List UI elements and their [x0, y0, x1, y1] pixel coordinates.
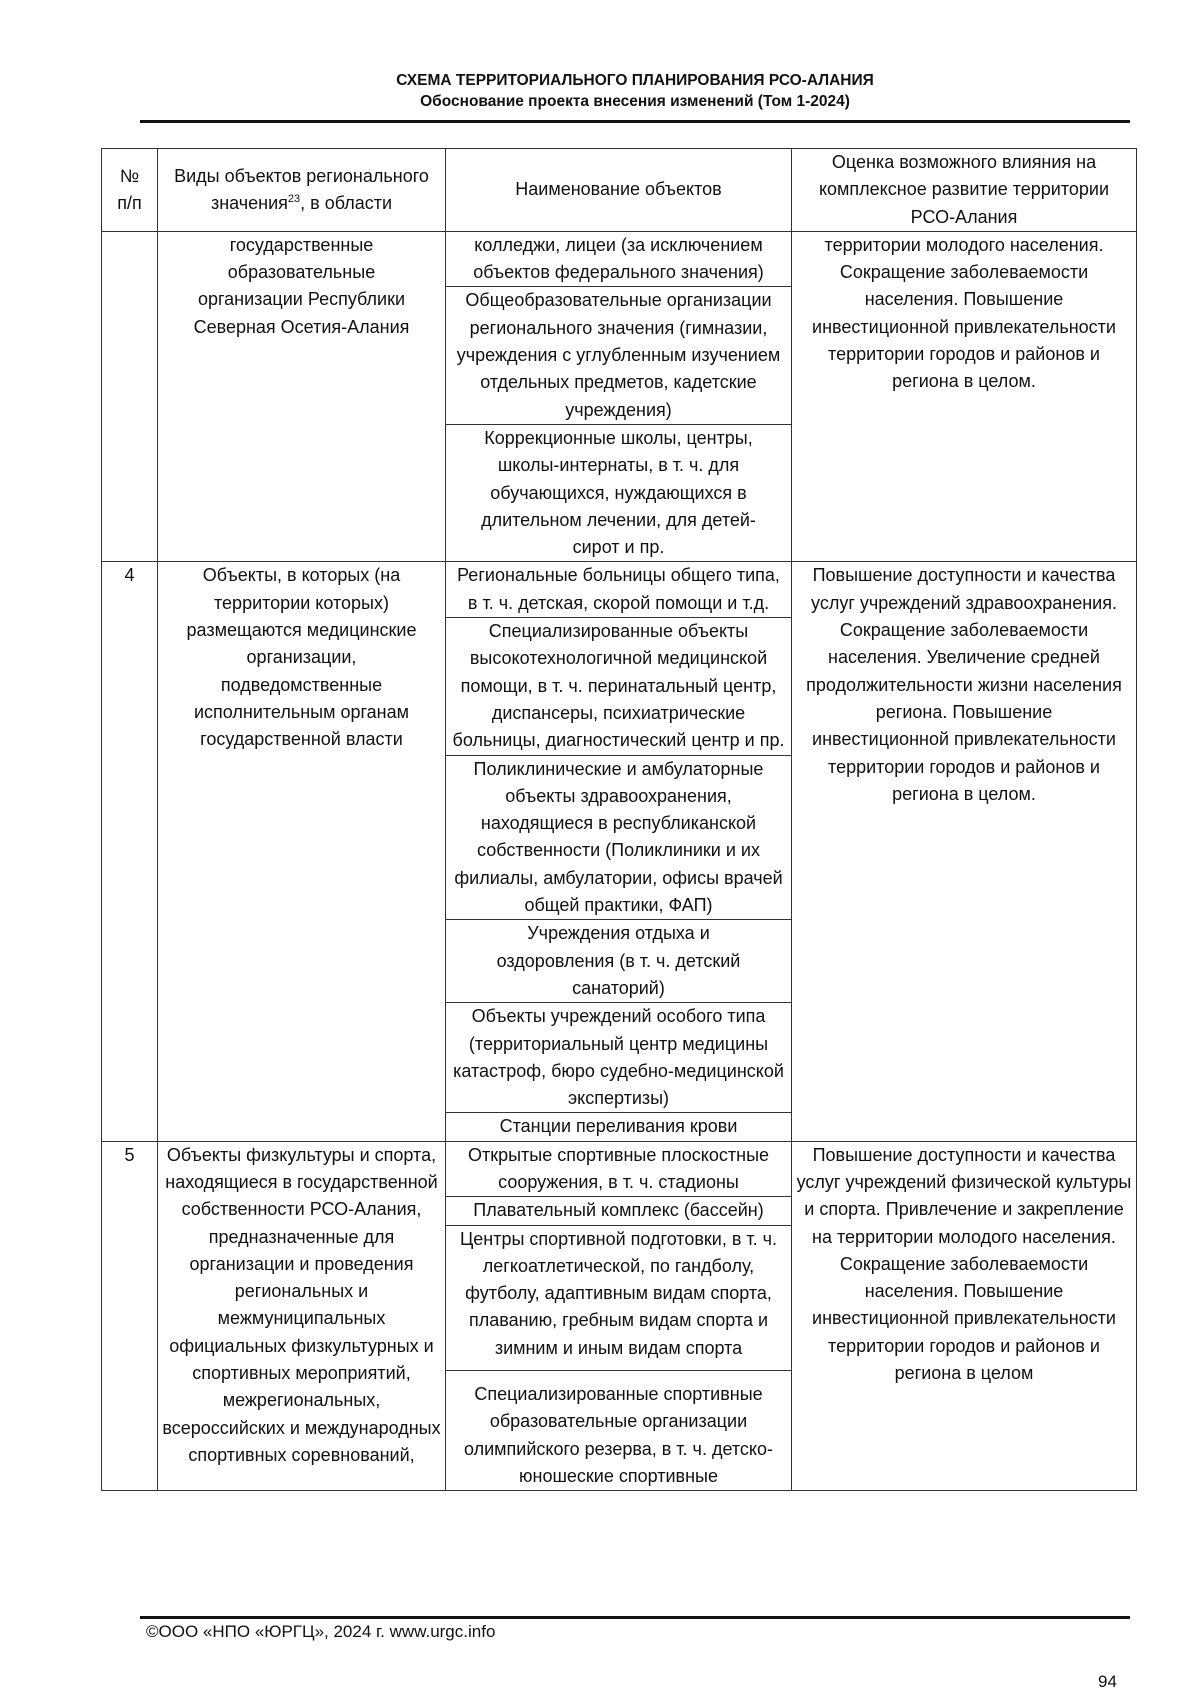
col-header-types: Виды объектов регионального значения$^{23}$, в области [158, 149, 446, 232]
object-name: колледжи, лицеи (за исключением объектов федерального значения) [446, 232, 791, 288]
col-header-names: Наименование объектов [446, 149, 792, 232]
col-header-num: № п/п [102, 149, 158, 232]
row-object-names [446, 1141, 792, 1491]
table-header-row [102, 149, 1137, 232]
object-name: Открытые спортивные плоскостные сооружения, в т. ч. стадионы [446, 1142, 791, 1198]
footer-copyright: ©ООО «НПО «ЮРГЦ», 2024 г. www.urgc.info [146, 1622, 496, 1641]
object-name: Центры спортивной подготовки, в т. ч. легкоатлетической, по гандболу, футболу, адаптивным видам спорта, плаванию, гребным видам спорта и зимним и иным видам спорта [446, 1226, 791, 1371]
row-impact: территории молодого населения. Сокращение заболеваемости населения. Повышение инвестиционной привлекательности территории городов и районов и региона в целом. [792, 231, 1137, 562]
object-name: Общеобразовательные организации регионального значения (гимназии, учреждения с углубленным изучением отдельных предметов, кадетские учреждения) [446, 287, 791, 424]
table-row [102, 231, 1137, 562]
footer-divider [140, 1616, 1130, 1619]
table-row [102, 562, 1137, 1141]
header-title: СХЕМА ТЕРРИТОРИАЛЬНОГО ПЛАНИРОВАНИЯ РСО-АЛАНИЯ [396, 72, 874, 89]
row-object-type: Объекты физкультуры и спорта, находящиеся в государственной собственности РСО-Алания, предназначенные для организации и проведения региональных и межмуниципальных официальных физкультурных и спортивных мероприятий, межрегиональных, всероссийских и международных спортивных соревнований, [158, 1141, 446, 1491]
row-number: 4 [102, 562, 158, 1141]
row-impact: Повышение доступности и качества услуг учреждений физической культуры и спорта. Привлечение и закрепление на территории молодого населения. Сокращение заболеваемости населения. Повышение инвестиционной привлекательности территории городов и районов и региона в целом [792, 1141, 1137, 1491]
object-name: Специализированные спортивные образовательные организации олимпийского резерва, в т. ч. детско-юношеские спортивные [464, 1384, 773, 1486]
object-name: Станции переливания крови [499, 1116, 738, 1137]
object-name: Коррекционные школы, центры, школы-интернаты, в т. ч. для обучающихся, нуждающихся в длительном лечении, для детей-сирот и пр. [481, 427, 756, 558]
header-subtitle: Обоснование проекта внесения изменений (Том 1-2024) [420, 93, 850, 110]
object-name: Плавательный комплекс (бассейн) [446, 1197, 791, 1225]
document-header [140, 70, 1130, 112]
page-number: 94 [1098, 1672, 1117, 1691]
objects-table [101, 148, 1137, 1491]
object-name: Региональные больницы общего типа, в т. ч. детская, скорой помощи и т.д. [446, 562, 791, 618]
row-object-type: государственные образовательные организации Республики Северная Осетия-Алания [158, 231, 446, 562]
object-name: Объекты учреждений особого типа (территориальный центр медицины катастроф, бюро судебно-медицинской экспертизы) [446, 1003, 791, 1113]
row-object-type: Объекты, в которых (на территории которых) размещаются медицинские организации, подведомственные исполнительным органам государственной власти [158, 562, 446, 1141]
row-impact: Повышение доступности и качества услуг учреждений здравоохранения. Сокращение заболеваемости населения. Увеличение средней продолжительности жизни населения региона. Повышение инвестиционной привлекательности территории городов и районов и региона в целом. [792, 562, 1137, 1141]
col-header-impact: Оценка возможного влияния на комплексное развитие территории РСО-Алания [792, 149, 1137, 232]
object-name: Специализированные объекты высокотехнологичной медицинской помощи, в т. ч. перинатальный центр, диспансеры, психиатрические больницы, диагностический центр и пр. [446, 618, 791, 755]
row-number: 5 [102, 1141, 158, 1491]
table-row [102, 1141, 1137, 1491]
row-number [102, 231, 158, 562]
object-name: Учреждения отдыха и оздоровления (в т. ч. детский санаторий) [446, 920, 791, 1003]
row-object-names [446, 231, 792, 562]
object-name: Поликлинические и амбулаторные объекты здравоохранения, находящиеся в республиканской собственности (Поликлиники и их филиалы, амбулатории, офисы врачей общей практики, ФАП) [446, 756, 791, 921]
header-divider [140, 120, 1130, 123]
row-object-names [446, 562, 792, 1141]
